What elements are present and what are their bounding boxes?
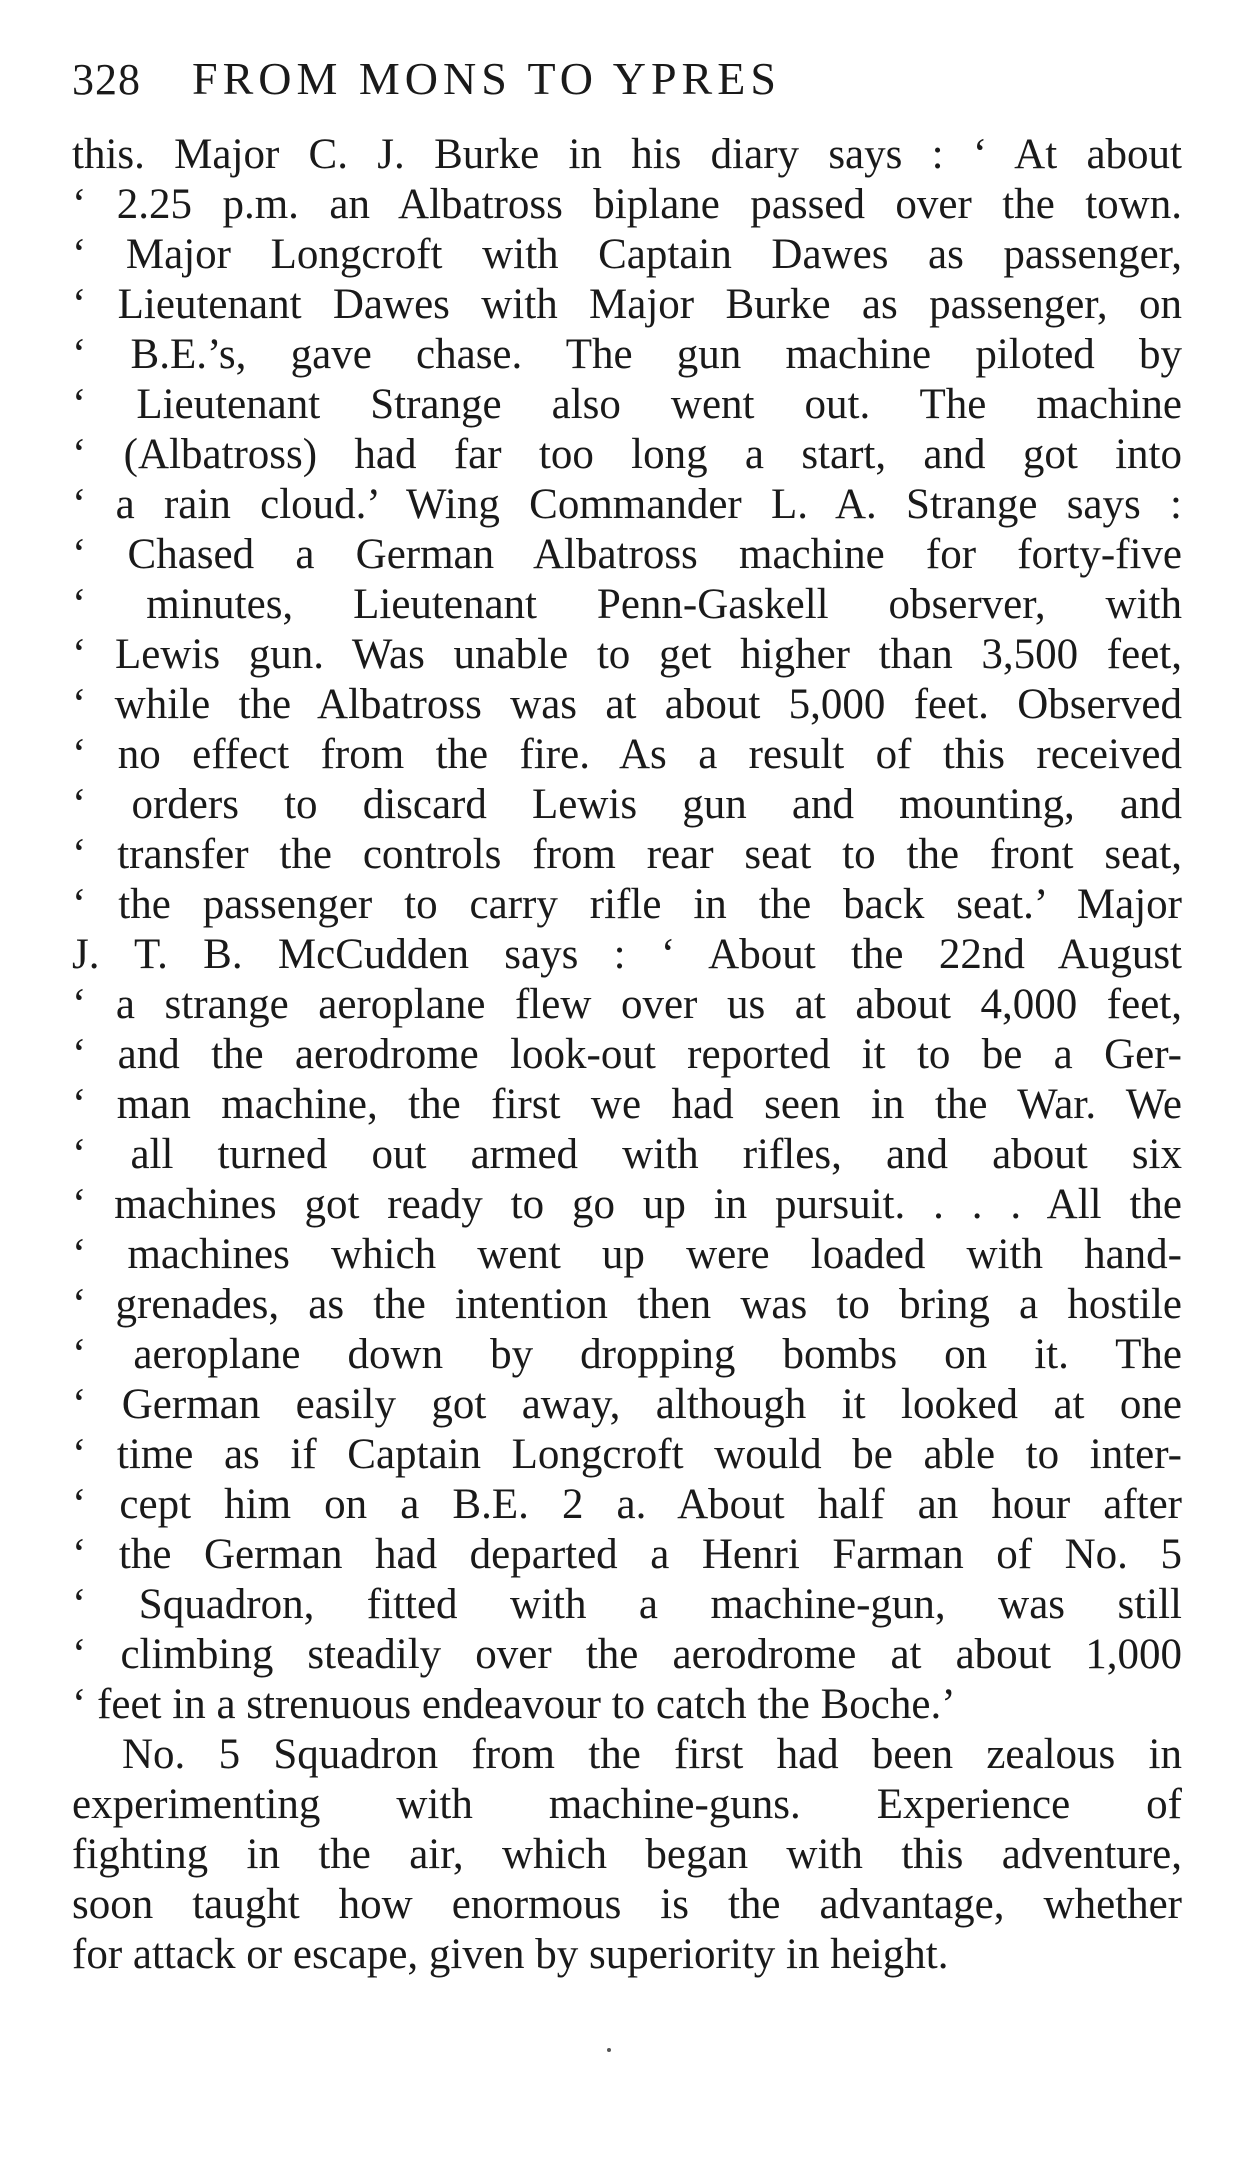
text-line: ‘ feet in a strenuous endeavour to catch the Boche.’ — [72, 1681, 956, 1728]
text-line: ‘ Chased a German Albatross machine for forty-five — [72, 531, 1182, 578]
text-line: soon taught how enormous is the advantage, whether — [72, 1881, 1182, 1928]
running-head — [72, 52, 1182, 124]
text-line: ‘ time as if Captain Longcroft would be able to inter- — [72, 1431, 1182, 1478]
text-line: ‘ Lieutenant Dawes with Major Burke as passenger, on — [72, 281, 1182, 328]
text-line: ‘ aeroplane down by dropping bombs on it. The — [72, 1331, 1182, 1378]
page-number: 328 — [72, 55, 141, 104]
text-line: ‘ 2.25 p.m. an Albatross biplane passed over the town. — [72, 181, 1182, 228]
text-line: ‘ minutes, Lieutenant Penn-Gaskell observer, with — [72, 581, 1182, 628]
text-line: fighting in the air, which began with this adventure, — [72, 1831, 1182, 1878]
text-line: experimenting with machine-guns. Experience of — [72, 1781, 1182, 1828]
text-line: ‘ a rain cloud.’ Wing Commander L. A. Strange says : — [72, 481, 1182, 528]
text-line: ‘ Squadron, fitted with a machine-gun, was still — [72, 1581, 1182, 1628]
text-line: ‘ orders to discard Lewis gun and mounting, and — [72, 781, 1182, 828]
text-line: ‘ (Albatross) had far too long a start, and got into — [72, 431, 1182, 478]
text-line: ‘ B.E.’s, gave chase. The gun machine piloted by — [72, 331, 1182, 378]
text-line: ‘ and the aerodrome look-out reported it to be a Ger- — [72, 1031, 1182, 1078]
text-line: ‘ machines which went up were loaded with hand- — [72, 1231, 1182, 1278]
book-page — [72, 52, 1182, 1980]
text-line: ‘ machines got ready to go up in pursuit. . . . All the — [72, 1181, 1182, 1228]
text-line: ‘ while the Albatross was at about 5,000 feet. Observed — [72, 681, 1182, 728]
text-line: ‘ a strange aeroplane flew over us at about 4,000 feet, — [72, 981, 1182, 1028]
text-line: ‘ the German had departed a Henri Farman of No. 5 — [72, 1531, 1182, 1578]
text-line: ‘ climbing steadily over the aerodrome at about 1,000 — [72, 1631, 1182, 1678]
text-line: ‘ cept him on a B.E. 2 a. About half an hour after — [72, 1481, 1182, 1528]
text-line: ‘ Major Longcroft with Captain Dawes as passenger, — [72, 231, 1182, 278]
text-line: ‘ no effect from the fire. As a result of this received — [72, 731, 1182, 778]
text-line: ‘ grenades, as the intention then was to bring a hostile — [72, 1281, 1182, 1328]
body-text — [72, 130, 1182, 1980]
text-line: ‘ man machine, the first we had seen in the War. We — [72, 1081, 1182, 1128]
text-line: ‘ Lewis gun. Was unable to get higher than 3,500 feet, — [72, 631, 1182, 678]
paragraph-first-line: No. 5 Squadron from the first had been zealous in — [122, 1731, 1182, 1778]
paragraph-last-line: for attack or escape, given by superiority in height. — [72, 1931, 949, 1978]
ink-speck — [607, 2048, 611, 2052]
text-line: ‘ the passenger to carry rifle in the back seat.’ Major — [72, 881, 1182, 928]
text-line: ‘ German easily got away, although it looked at one — [72, 1381, 1182, 1428]
text-line: this. Major C. J. Burke in his diary says : ‘ At about — [72, 131, 1182, 178]
text-line: J. T. B. McCudden says : ‘ About the 22nd August — [72, 931, 1182, 978]
text-line: ‘ all turned out armed with rifles, and about six — [72, 1131, 1182, 1178]
text-line: ‘ transfer the controls from rear seat to the front seat, — [72, 831, 1182, 878]
text-line: ‘ Lieutenant Strange also went out. The machine — [72, 381, 1182, 428]
running-title: FROM MONS TO YPRES — [192, 53, 781, 104]
